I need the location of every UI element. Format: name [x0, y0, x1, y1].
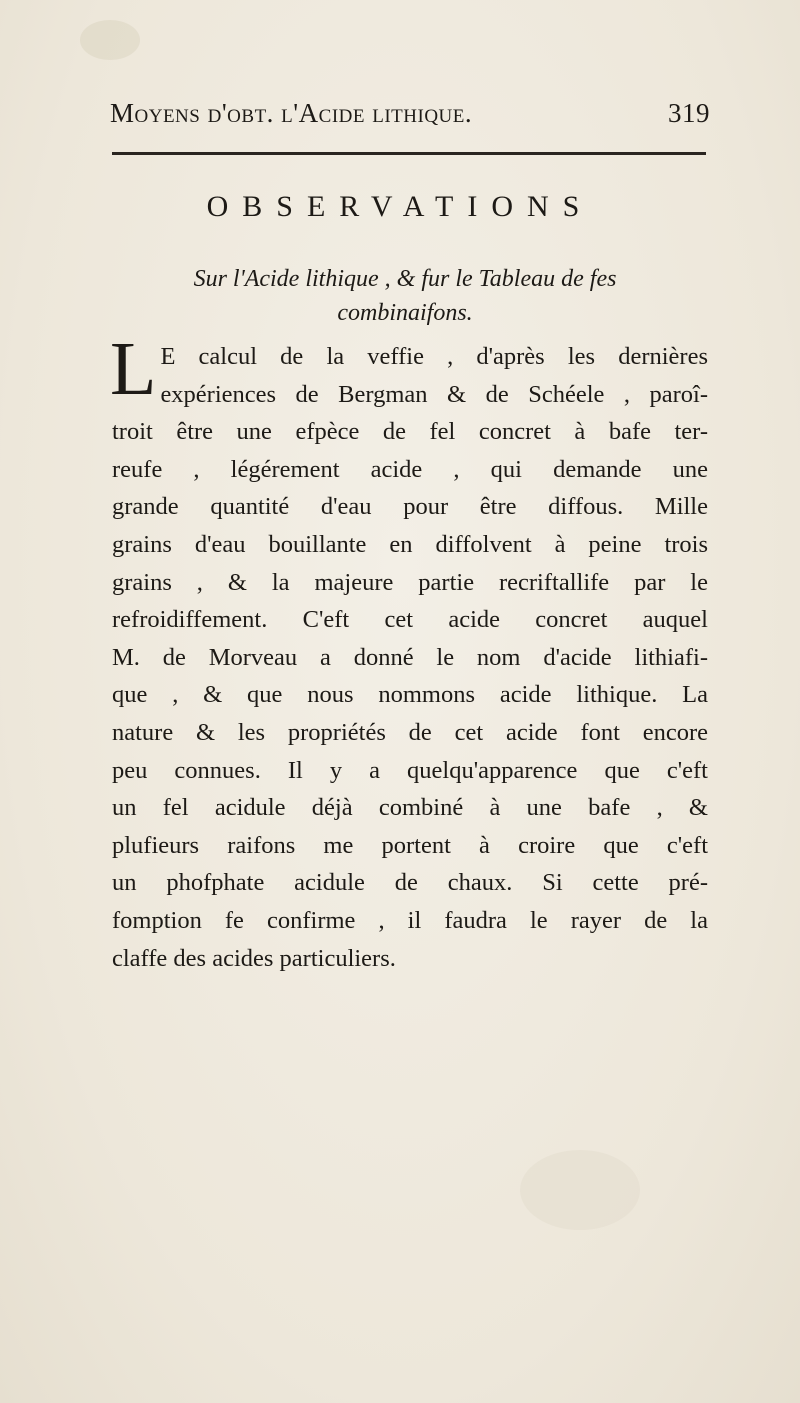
text-line: expériences de Bergman & de Schéele , paroî-	[160, 380, 708, 408]
running-head	[110, 90, 710, 140]
running-title: Moyens d'obt. l'Acide lithique.	[110, 98, 473, 128]
text-line: que , & que nous nommons acide lithique. La	[112, 681, 708, 709]
section-subtitle	[110, 262, 700, 330]
section-title: OBSERVATIONS	[206, 190, 594, 223]
text-line: grains , & la majeure partie recriftallife par le	[112, 568, 708, 596]
text-line: fomption fe confirme , il faudra le rayer de la	[112, 906, 708, 934]
subtitle-line: combinaifons.	[337, 300, 473, 326]
text-line: troit être une efpèce de fel concret à bafe ter-	[112, 418, 708, 446]
text-line: refroidiffement. C'eft cet acide concret auquel	[112, 606, 708, 634]
text-line: claffe des acides particuliers.	[112, 944, 396, 972]
drop-cap: L	[110, 327, 157, 411]
page-number: 319	[668, 98, 710, 128]
text-line: plufieurs raifons me portent à croire que c'eft	[112, 831, 708, 859]
text-line: grande quantité d'eau pour être diffous. Mille	[112, 493, 708, 521]
text-line: peu connues. Il y a quelqu'apparence que c'eft	[112, 756, 708, 784]
header-rule	[112, 152, 706, 155]
text-line: E calcul de la veffie , d'après les dernières	[160, 343, 708, 370]
text-line: nature & les propriétés de cet acide font encore	[112, 718, 708, 746]
text-line: un fel acidule déjà combiné à une bafe , &	[112, 794, 708, 822]
text-line: grains d'eau bouillante en diffolvent à peine trois	[112, 530, 708, 558]
text-line: un phofphate acidule de chaux. Si cette pré-	[112, 869, 708, 897]
text-line: M. de Morveau a donné le nom d'acide lithiafi-	[112, 643, 708, 671]
subtitle-line: Sur l'Acide lithique , & fur le Tableau de fes	[193, 266, 617, 292]
paper-stain	[520, 1150, 640, 1230]
text-line: reufe , légérement acide , qui demande une	[112, 455, 708, 483]
paper-stain	[80, 20, 140, 60]
body-paragraph	[110, 327, 708, 977]
